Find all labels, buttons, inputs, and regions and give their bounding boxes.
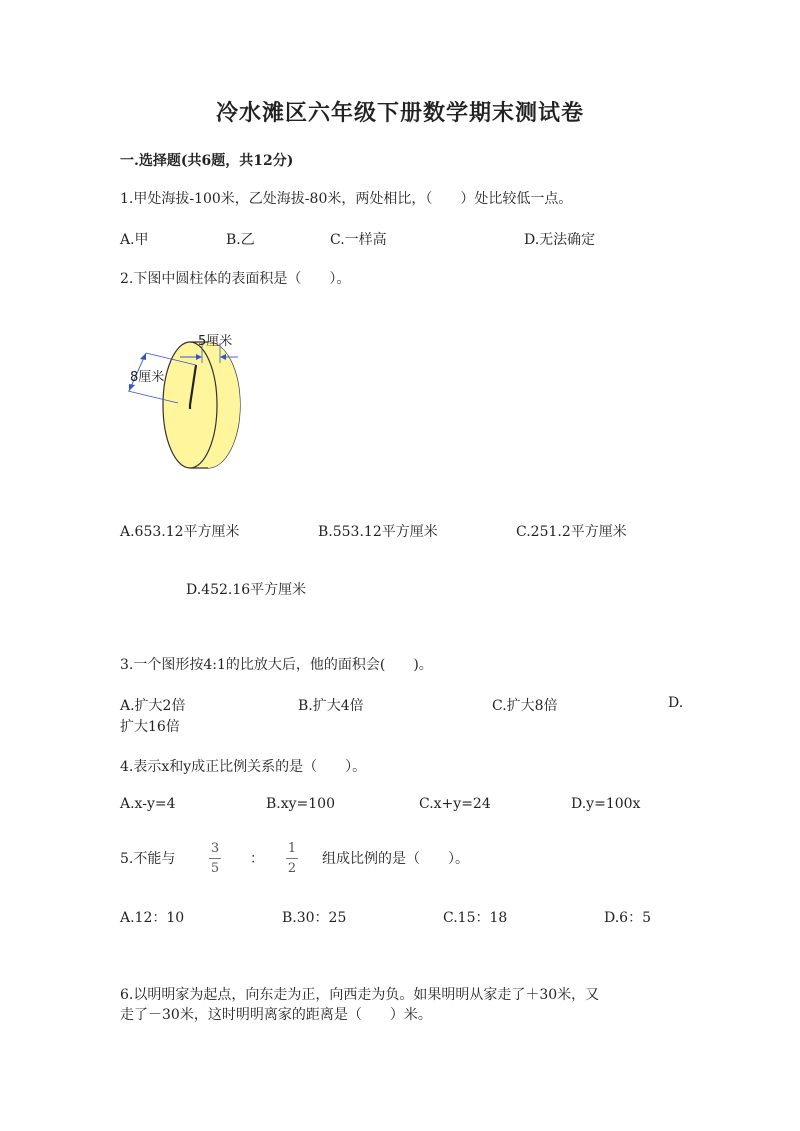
question-3-text: 3.一个图形按4:1的比放大后，他的面积会( )。 — [120, 657, 433, 673]
question-4-option-d: D.y=100x — [571, 796, 641, 812]
fraction-1-bar — [209, 858, 221, 859]
fraction-one-half — [286, 842, 298, 875]
question-6-line-1: 6.以明明家为起点，向东走为正，向西走为负。如果明明从家走了＋30米，又 — [120, 987, 600, 1003]
question-5-text-before: 5.不能与 — [120, 851, 176, 867]
ratio-colon: ： — [250, 851, 264, 867]
question-2-option-b: B.553.12平方厘米 — [318, 524, 438, 540]
diameter-arrowhead-top — [140, 353, 146, 360]
fraction-three-fifths — [209, 842, 221, 875]
question-3-option-a: A.扩大2倍 — [120, 698, 186, 714]
question-1-option-b: B.乙 — [226, 232, 255, 248]
question-3-option-d: D. — [668, 695, 684, 711]
question-1-text: 1.甲处海拔-100米，乙处海拔-80米，两处相比，（ ）处比较低一点。 — [120, 191, 573, 207]
diameter-arrowhead-bottom — [129, 384, 135, 391]
fraction-1-denominator: 5 — [210, 861, 220, 876]
fraction-2-bar — [286, 858, 298, 859]
question-5-text-after: 组成比例的是（ ）。 — [322, 851, 469, 867]
question-4-option-c: C.x+y=24 — [419, 796, 491, 812]
question-3-option-d-continued: 扩大16倍 — [120, 719, 180, 735]
cylinder-diagram — [120, 325, 260, 475]
fraction-2-numerator: 1 — [287, 841, 297, 856]
cylinder-figure — [120, 325, 260, 475]
question-1-option-c: C.一样高 — [330, 232, 387, 248]
page-title: 冷水滩区六年级下册数学期末测试卷 — [215, 100, 584, 126]
width-label: 5厘米 — [198, 334, 233, 349]
question-3-option-c: C.扩大8倍 — [492, 698, 558, 714]
question-5-option-d: D.6：5 — [604, 910, 651, 926]
question-1-option-d: D.无法确定 — [524, 232, 596, 248]
question-5-option-c: C.15：18 — [443, 910, 508, 926]
question-2-text: 2.下图中圆柱体的表面积是（ ）。 — [120, 271, 351, 287]
question-3-option-b: B.扩大4倍 — [298, 698, 364, 714]
question-2-option-c: C.251.2平方厘米 — [516, 524, 627, 540]
fraction-1-numerator: 3 — [210, 841, 220, 856]
question-6-line-2: 走了－30米，这时明明离家的距离是（ ）米。 — [120, 1007, 432, 1023]
question-5-option-a: A.12：10 — [120, 910, 185, 926]
diameter-label: 8厘米 — [130, 370, 165, 385]
question-2-option-a: A.653.12平方厘米 — [120, 524, 240, 540]
question-4-option-a: A.x-y=4 — [120, 796, 176, 812]
question-1-option-a: A.甲 — [120, 232, 149, 248]
question-2-option-d: D.452.16平方厘米 — [186, 582, 307, 598]
section-heading: 一.选择题(共6题，共12分) — [120, 153, 294, 169]
fraction-2-denominator: 2 — [287, 861, 297, 876]
question-4-text: 4.表示x和y成正比例关系的是（ ）。 — [120, 759, 367, 775]
question-4-option-b: B.xy=100 — [266, 796, 335, 812]
question-5-option-b: B.30：25 — [282, 910, 347, 926]
